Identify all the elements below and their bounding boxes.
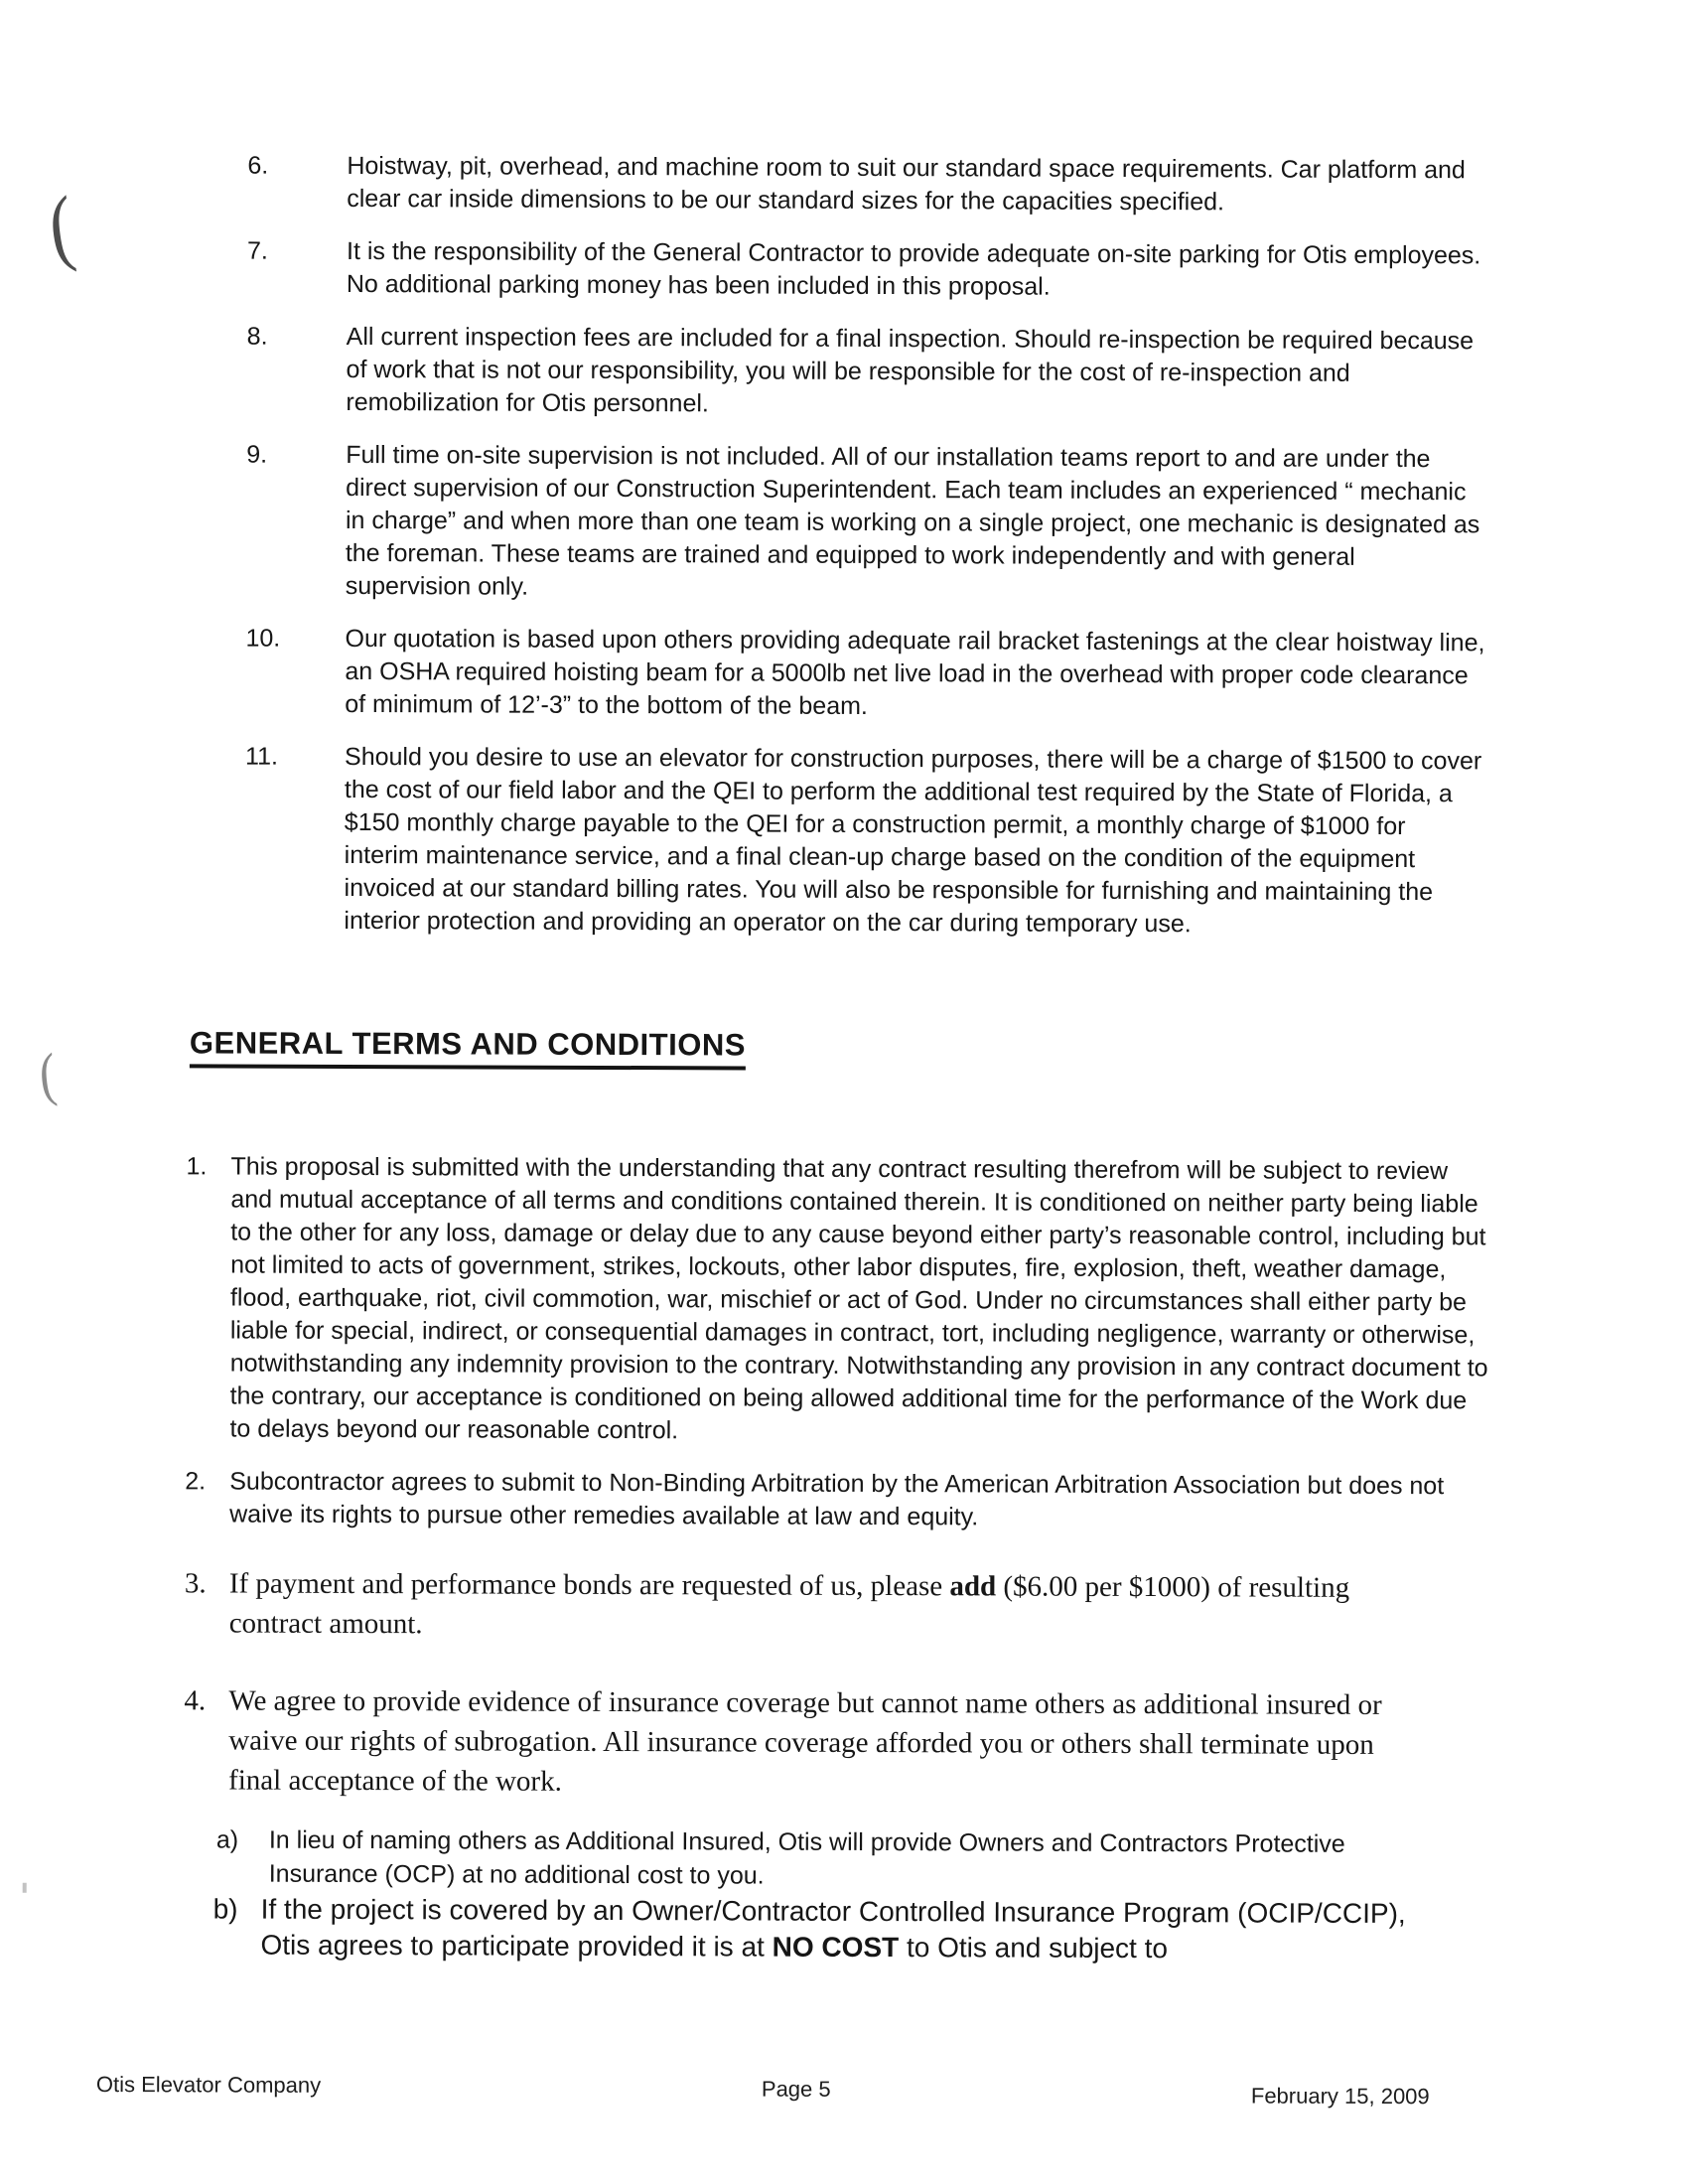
sub-list-item-label: b) (212, 1893, 238, 1925)
page-footer (0, 2072, 1680, 2110)
body-text: We agree to provide evidence of insurance coverage but cannot name others as additional insured or waive our rights of subrogation. All insurance coverage afforded you or others shall terminate upon final acceptance of the work. (228, 1684, 1382, 1798)
body-text: If the project is covered by an Owner/Contractor Controlled Insurance Program (OCIP/CCIP), Otis agrees to participate provided it is at (260, 1893, 1406, 1963)
footer-company-name: Otis Elevator Company (95, 2072, 322, 2098)
body-text: to Otis and subject to (899, 1932, 1169, 1965)
list-item-text: Hoistway, pit, overhead, and machine room to suit our standard space requirements. Car platform and clear car inside dimensions to be our standard sizes for the capacities specified. (347, 151, 1466, 217)
list-item (0, 234, 1687, 307)
body-text: This proposal is submitted with the understanding that any contract resulting therefrom will be subject to review and mutual acceptance of all terms and conditions contained therein. It is conditioned on neither party being liable to the other for any loss, damage or delay due to any cause beyond either party’s reasonable control, including but not limited to acts of government, strikes, lockouts, other labor disputes, fire, explosion, theft, weather damage, flood, earthquake, riot, civil commotion, war, mischief or act of God. Under no circumstances shall either party be liable for special, indirect, or consequential damages in contract, tort, including negligence, warranty or otherwise, notwithstanding any indemnity provision to the contrary. Notwithstanding any provision in any contract document to the contrary, our acceptance is conditioned on being allowed additional time for the performance of the Work due to delays beyond our reasonable control. (229, 1152, 1488, 1445)
list-item-text: Should you desire to use an elevator for construction purposes, there will be a charge of $1500 to cover the cost of our field labor and the QEI to perform the additional test required by the State of Florida, a $150 monthly charge payable to the QEI for a construction permit, a monthly charge of $1000 for interim maintenance service, and a final clean-up charge based on the condition of the equipment invoiced at our standard billing rates. You will also be responsible for furnishing and maintaining the interior protection and providing an operator on the car during temporary use. (344, 742, 1482, 939)
sub-list-item (0, 1822, 1681, 1897)
list-item-number: 6. (247, 151, 269, 180)
sub-list-item-label: a) (215, 1825, 239, 1854)
list-item-number: 7. (246, 236, 268, 265)
body-text: In lieu of naming others as Additional Insured, Otis will provide Owners and Contractors Protective Insurance (OCP) at no additional cost to you. (268, 1825, 1345, 1890)
body-text: Subcontractor agrees to submit to Non-Binding Arbitration by the American Arbitration Association but does not waive its rights to pursue other remedies available at law and equity. (229, 1467, 1445, 1531)
sub-list-item (0, 1891, 1681, 1969)
body-text: If payment and performance bonds are requested of us, please (228, 1567, 950, 1603)
term-item-number: 2. (185, 1467, 207, 1496)
list-item (0, 320, 1687, 425)
term-item-text (228, 1681, 1415, 1806)
term-item-text (229, 1564, 1416, 1649)
general-terms-list (0, 1150, 1684, 1969)
body-text: ($6.00 per $1000) of resulting contract amount. (228, 1570, 1350, 1641)
term-item-number: 1. (186, 1152, 208, 1181)
footer-page-number: Page 5 (761, 2076, 831, 2102)
list-item-number: 10. (245, 624, 281, 653)
list-item (0, 438, 1686, 609)
emphasized-text: add (949, 1570, 997, 1603)
list-item (0, 740, 1685, 944)
spec-conditions-list (0, 149, 1687, 963)
scan-artifact-mark: ( (43, 177, 79, 275)
list-item-text: Our quotation is based upon others providing adequate rail bracket fastenings at the clear hoistway line, an OSHA required hoisting beam for a 5000lb net live load in the overhead with proper code clearance of minimum of 12’-3” to the bottom of the beam. (345, 624, 1485, 720)
section-heading (190, 1025, 746, 1070)
section-heading-text: GENERAL TERMS AND CONDITIONS (190, 1025, 746, 1070)
list-item-text: It is the responsibility of the General Contractor to provide adequate on-site parking for Otis employees. No additional parking money has been included in this proposal. (346, 236, 1481, 301)
term-item-text (229, 1151, 1491, 1451)
emphasized-text: NO COST (772, 1931, 900, 1964)
list-item-text: Full time on-site supervision is not included. All of our installation teams report to and are under the direct supervision of our Construction Superintendent. Each team includes an experienced “ mechanic in charge” and when more than one team is working on a single project, one mechanic is designated as the foreman. These teams are trained and equipped to work independently and with general supervision only. (345, 440, 1480, 601)
footer-date: February 15, 2009 (1250, 2083, 1430, 2110)
list-item-number: 11. (245, 742, 279, 771)
term-item-number: 3. (184, 1567, 207, 1600)
term-item (0, 1465, 1682, 1537)
term-item (0, 1680, 1681, 1807)
sub-list-item-text (269, 1823, 1381, 1895)
list-item-text: All current inspection fees are included for a final inspection. Should re-inspection be required because of work that is not our responsibility, you will be responsible for the cost of re-inspection and remobilization for Otis personnel. (346, 322, 1475, 418)
list-item-number: 9. (246, 440, 268, 469)
term-item (0, 1150, 1684, 1452)
list-item (0, 622, 1686, 727)
term-item-text (229, 1466, 1490, 1536)
term-item (0, 1563, 1682, 1650)
term-item-number: 4. (184, 1684, 207, 1717)
scan-artifact-mark: ( (36, 1041, 60, 1108)
list-item (0, 149, 1687, 221)
list-item-number: 8. (246, 322, 268, 351)
sub-list-item-text (260, 1892, 1432, 1968)
